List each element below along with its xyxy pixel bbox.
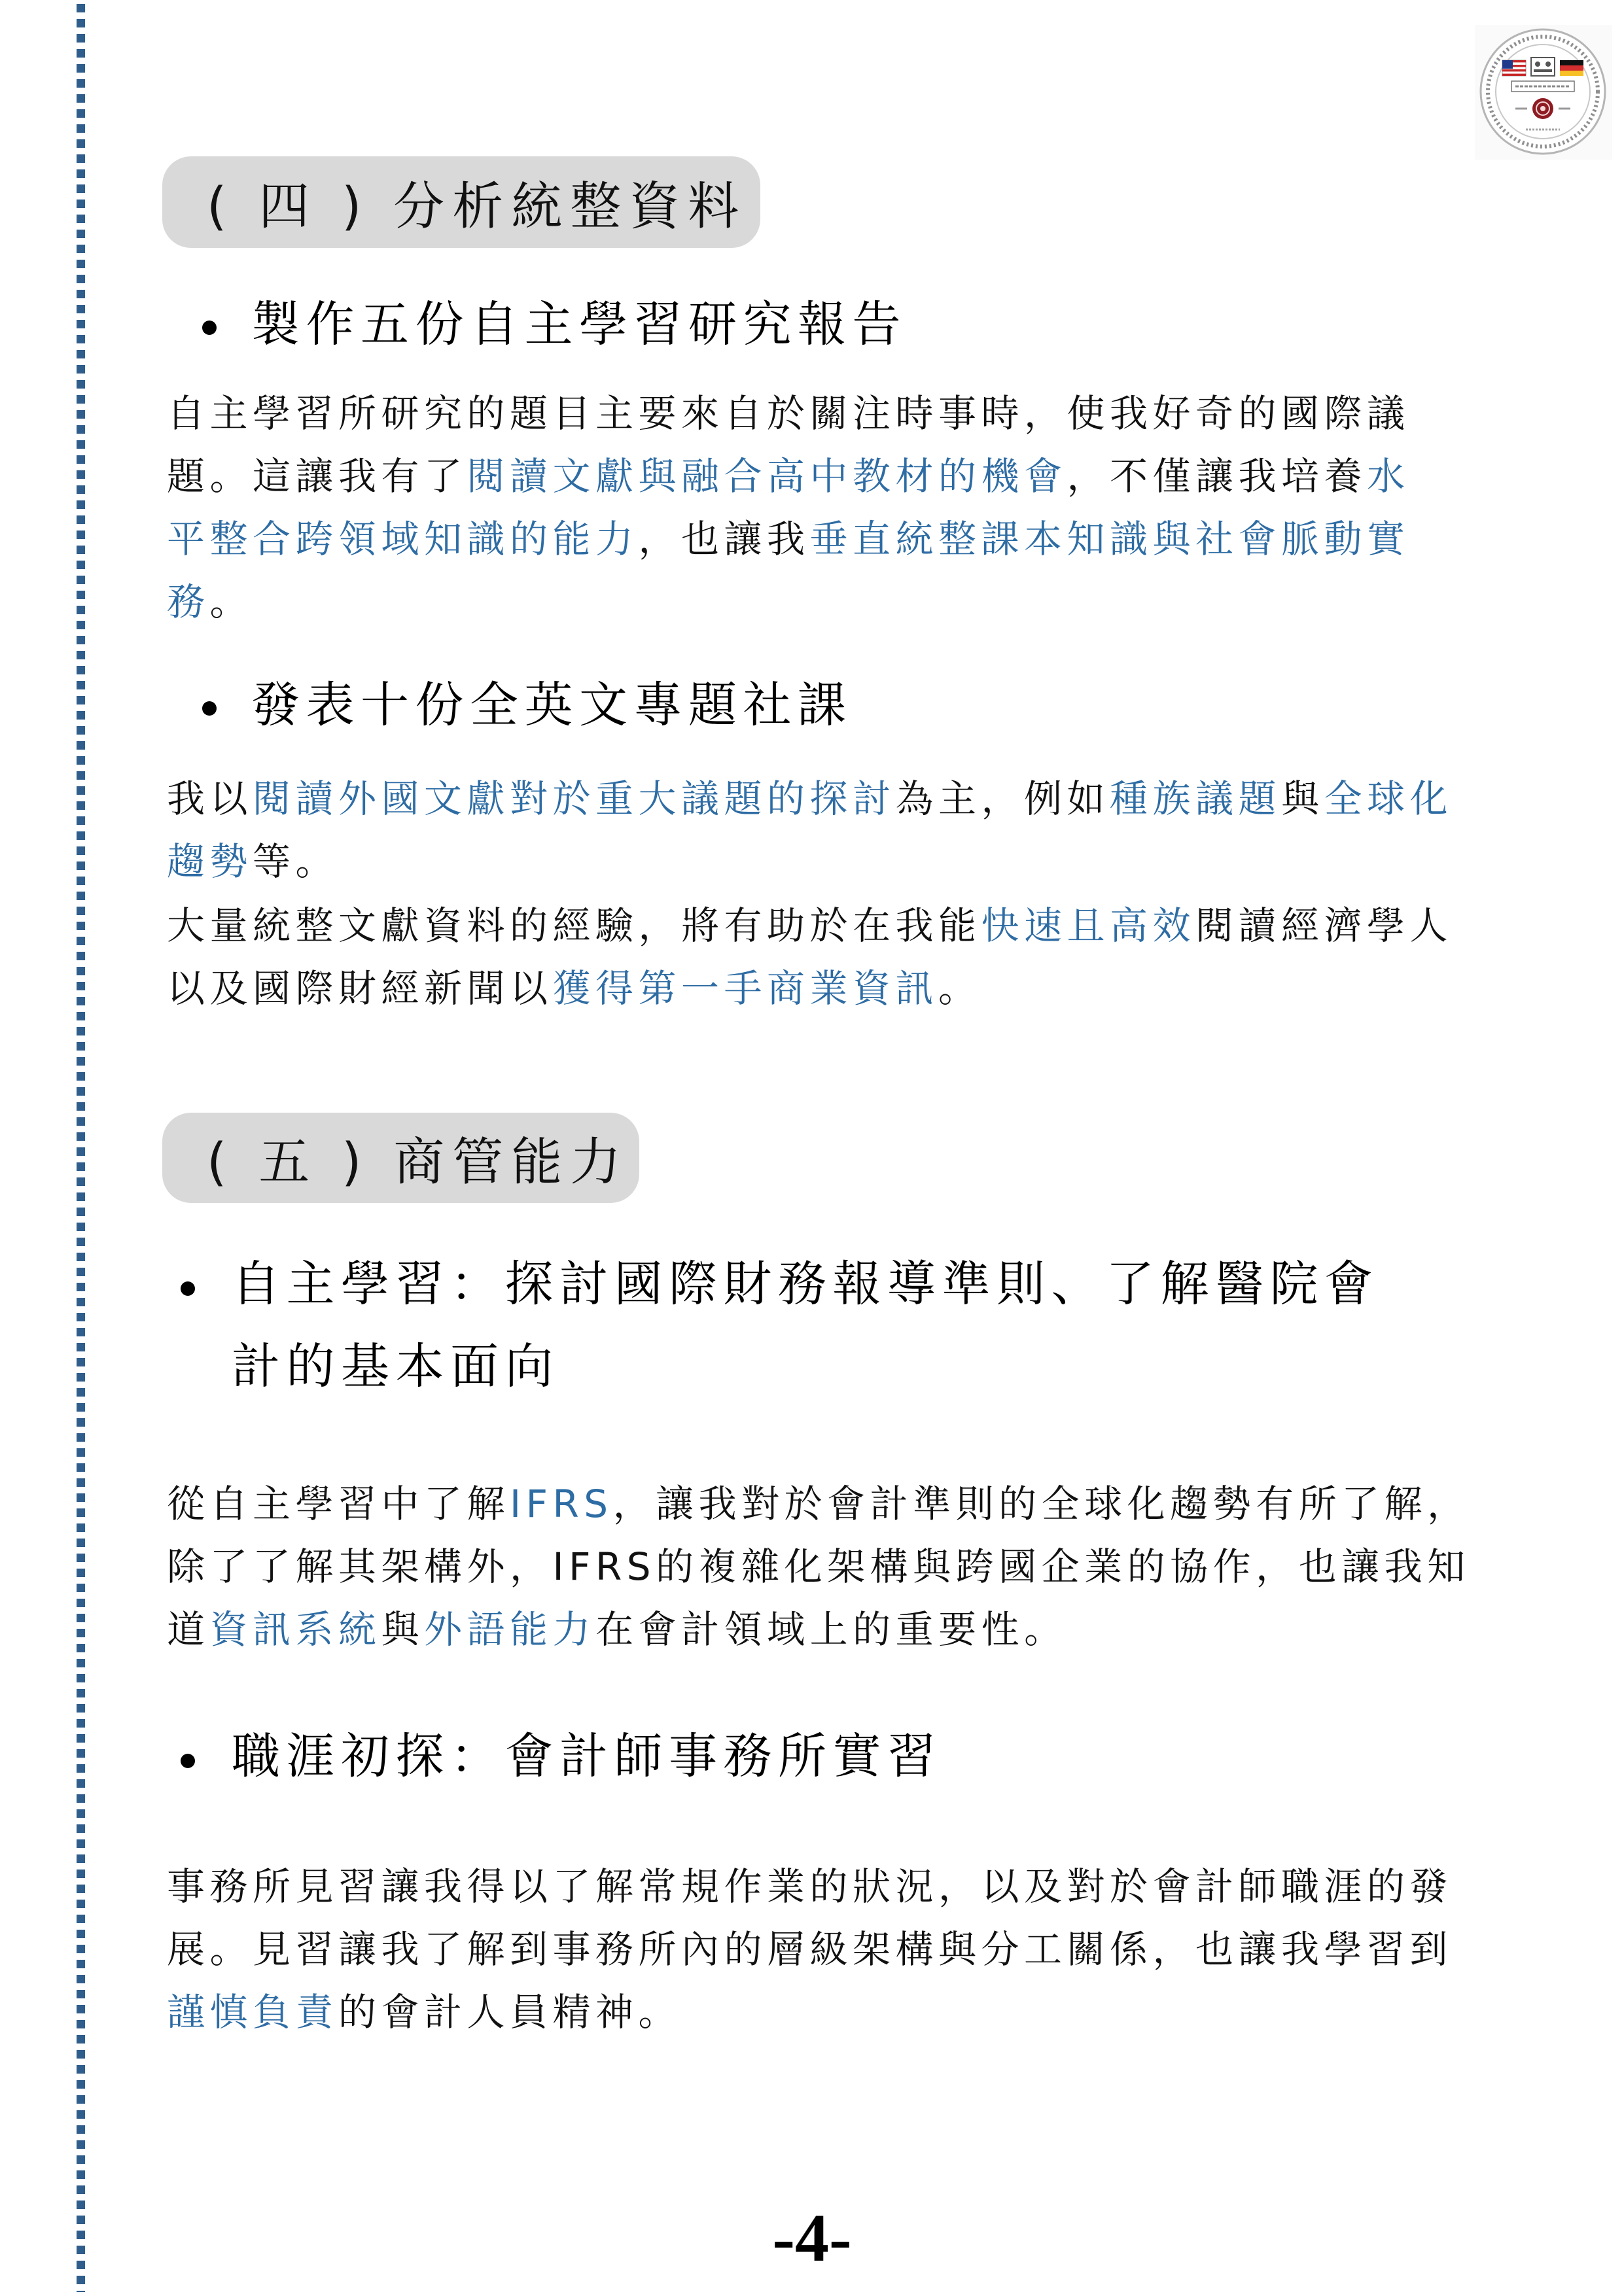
highlighted-text: IFRS xyxy=(510,1482,613,1526)
text-segment: 從自主學習中了解 xyxy=(167,1482,510,1526)
highlighted-text: 趨勢 xyxy=(167,839,253,884)
highlighted-text: 謹慎負責 xyxy=(167,1990,339,2034)
text-segment: 題。這讓我有了 xyxy=(167,454,467,498)
paragraph xyxy=(167,894,1453,1020)
text-segment: 等。 xyxy=(253,839,339,884)
text-segment: 道 xyxy=(167,1607,210,1652)
highlighted-text: 外語能力 xyxy=(424,1607,596,1652)
text-line xyxy=(167,445,1410,508)
bullet-title xyxy=(251,288,907,360)
highlighted-text: 獲得第一手商業資訊 xyxy=(552,966,939,1011)
highlighted-text: 水 xyxy=(1367,454,1410,498)
text-line xyxy=(167,767,1453,830)
text-line xyxy=(167,894,1453,957)
text-segment: ，也讓我 xyxy=(638,517,810,561)
page-number: -4- xyxy=(772,2200,852,2276)
highlighted-text: 快速且高效 xyxy=(981,903,1196,948)
text-segment: 。 xyxy=(209,580,253,624)
text-segment: ，讓我對於會計準則的全球化趨勢有所了解， xyxy=(612,1482,1470,1526)
text-line xyxy=(167,1472,1470,1535)
text-segment: 自主學習所研究的題目主要來自於關注時事時，使我好奇的國際議 xyxy=(167,391,1410,436)
bullet-title-line: 自主學習：探討國際財務報導準則、了解醫院會 xyxy=(232,1256,1379,1312)
germany-flag-icon xyxy=(1560,60,1583,76)
us-flag-icon xyxy=(1502,60,1526,76)
bullet-dot xyxy=(181,1754,195,1768)
paragraph xyxy=(167,767,1453,893)
text-segment: 與 xyxy=(381,1607,425,1652)
text-line xyxy=(167,1855,1453,1918)
logo xyxy=(1475,25,1612,160)
highlighted-text: 種族議題 xyxy=(1110,776,1282,821)
highlighted-text: 垂直統整課本知識與社會脈動實 xyxy=(809,517,1410,561)
text-segment: 事務所見習讓我得以了解常規作業的狀況，以及對於會計師職涯的發 xyxy=(167,1864,1453,1909)
highlighted-text: 閱讀文獻與融合高中教材的機會 xyxy=(467,454,1067,498)
section-heading: ( 四 ) 分析統整資料 xyxy=(207,177,747,236)
text-line xyxy=(167,1981,1453,2044)
highlighted-text: 全球化 xyxy=(1324,776,1453,821)
text-line xyxy=(167,508,1410,570)
text-line xyxy=(167,1598,1470,1661)
bullet-dot xyxy=(202,701,217,716)
section-heading: ( 五 ) 商管能力 xyxy=(207,1133,629,1192)
bullet-title xyxy=(251,669,853,741)
paragraph xyxy=(167,382,1410,633)
highlighted-text: 平整合跨領域知識的能力 xyxy=(167,517,639,561)
text-segment: 在會計領域上的重要性。 xyxy=(595,1607,1067,1652)
left-dotted-border xyxy=(77,4,85,2292)
highlighted-text: 資訊系統 xyxy=(209,1607,381,1652)
text-segment: 以及國際財經新聞以 xyxy=(167,966,553,1011)
text-segment: 與 xyxy=(1281,776,1324,821)
bullet-title-line: 計的基本面向 xyxy=(232,1338,559,1395)
text-segment: 為主，例如 xyxy=(895,776,1110,821)
section-heading-box xyxy=(162,156,760,248)
bullet-title-line: 製作五份自主學習研究報告 xyxy=(251,296,907,353)
bullet-title xyxy=(232,1715,942,1798)
bullet-title-line: 發表十份全英文專題社課 xyxy=(251,677,853,733)
highlighted-text: 閱讀外國文獻對於重大議題的探討 xyxy=(253,776,896,821)
bullet-title xyxy=(232,1243,1379,1408)
bullet-dot xyxy=(181,1281,195,1296)
bullet-title-line: 職涯初探：會計師事務所實習 xyxy=(232,1728,942,1784)
bullet-dot xyxy=(202,321,217,335)
seal-icon xyxy=(1532,98,1553,119)
text-segment: 的會計人員精神。 xyxy=(338,1990,682,2034)
paragraph xyxy=(167,1472,1470,1661)
text-segment: 我以 xyxy=(167,776,253,821)
text-line xyxy=(167,1535,1470,1598)
section-heading-box xyxy=(162,1113,639,1203)
text-segment: 閱讀經濟學人 xyxy=(1195,903,1453,948)
paragraph xyxy=(167,1855,1453,2044)
text-line xyxy=(167,830,1453,893)
text-line xyxy=(167,957,1453,1020)
text-segment: 除了了解其架構外，IFRS的複雜化架構與跨國企業的協作，也讓我知 xyxy=(167,1544,1470,1589)
text-segment: 展。見習讓我了解到事務所內的層級架構與分工關係，也讓我學習到 xyxy=(167,1927,1453,1972)
highlighted-text: 務 xyxy=(167,580,210,624)
text-line xyxy=(167,1918,1453,1981)
text-segment: 。 xyxy=(938,966,981,1011)
banner xyxy=(1511,81,1574,92)
text-line xyxy=(167,382,1410,445)
text-segment: ，不僅讓我培養 xyxy=(1067,454,1368,498)
text-segment: 大量統整文獻資料的經驗，將有助於在我能 xyxy=(167,903,981,948)
text-line xyxy=(167,570,1410,633)
